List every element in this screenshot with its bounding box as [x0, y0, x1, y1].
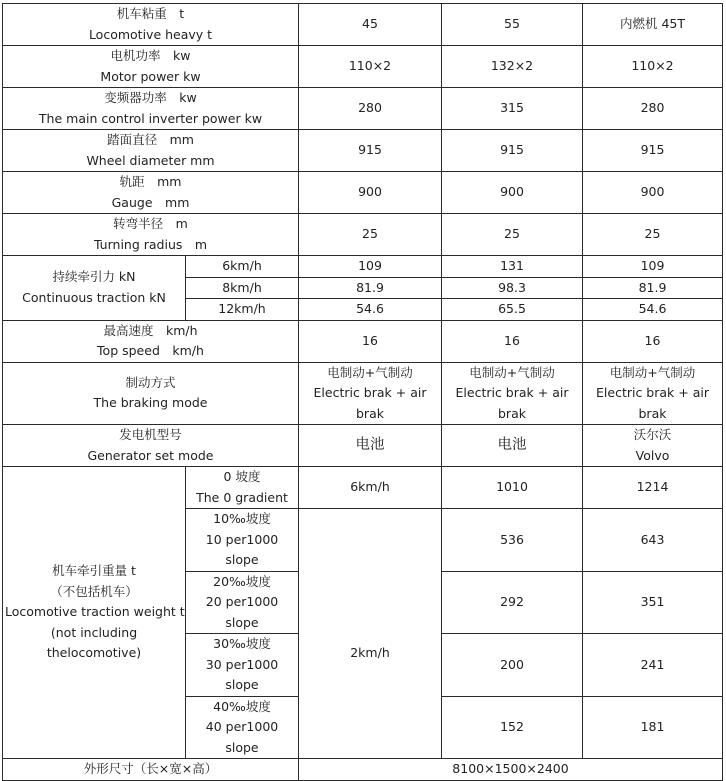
value-model-3: 内燃机 45T: [583, 4, 723, 46]
value-model-1: 25: [299, 214, 442, 256]
weight-value-b: 181: [583, 696, 723, 759]
value-model-2: 65.5: [442, 299, 583, 321]
value-model-1: 54.6: [299, 299, 442, 321]
value-model-2: 55: [442, 4, 583, 46]
traction-speed: 8km/h: [186, 277, 299, 299]
weight-value-a: 200: [442, 634, 583, 697]
value-model-2: 98.3: [442, 277, 583, 299]
label-motor-power: 电机功率 kw Motor power kw: [3, 46, 299, 88]
value-model-3: 110×2: [583, 46, 723, 88]
value-model-3: 280: [583, 88, 723, 130]
gradient-label: 0 坡度 The 0 gradient: [186, 467, 299, 509]
value-model-3: 16: [583, 320, 723, 362]
value-model-1: 45: [299, 4, 442, 46]
value-model-1: 81.9: [299, 277, 442, 299]
value-model-2: 900: [442, 172, 583, 214]
value-dimensions: 8100×1500×2400: [299, 759, 723, 781]
value-model-3: 54.6: [583, 299, 723, 321]
label-locomotive-heavy: 机车粘重 t Locomotive heavy t: [3, 4, 299, 46]
row-traction-weight-0: [3, 467, 723, 509]
weight-value-b: 241: [583, 634, 723, 697]
value-model-2: 915: [442, 130, 583, 172]
value-model-2: 131: [442, 256, 583, 278]
weight-value-a: 536: [442, 509, 583, 572]
value-model-3: 900: [583, 172, 723, 214]
row-gauge: [3, 172, 723, 214]
row-wheel-diameter: [3, 130, 723, 172]
gradient-label: 20‰坡度 20 per1000 slope: [186, 571, 299, 634]
value-model-1: 915: [299, 130, 442, 172]
locomotive-spec-table: [2, 3, 723, 781]
value-model-1: 16: [299, 320, 442, 362]
value-model-2: 25: [442, 214, 583, 256]
value-model-3: 电制动+气制动 Electric brak + air brak: [583, 362, 723, 425]
weight-value-a: 152: [442, 696, 583, 759]
value-model-3: 915: [583, 130, 723, 172]
weight-value-b: 643: [583, 509, 723, 572]
weight-value-a: 1010: [442, 467, 583, 509]
weight-value-b: 351: [583, 571, 723, 634]
value-model-2: 132×2: [442, 46, 583, 88]
value-model-2: 16: [442, 320, 583, 362]
gradient-label: 30‰坡度 30 per1000 slope: [186, 634, 299, 697]
value-model-2: 电池: [442, 425, 583, 467]
weight-value-a: 292: [442, 571, 583, 634]
label-braking-mode: 制动方式 The braking mode: [3, 362, 299, 425]
value-model-2: 315: [442, 88, 583, 130]
value-model-1: 900: [299, 172, 442, 214]
label-turning-radius: 转弯半径 m Turning radius m: [3, 214, 299, 256]
row-braking-mode: [3, 362, 723, 425]
row-top-speed: [3, 320, 723, 362]
value-model-2: 电制动+气制动 Electric brak + air brak: [442, 362, 583, 425]
label-continuous-traction: 持续牵引力 kN Continuous traction kN: [3, 256, 186, 321]
row-generator-set: [3, 425, 723, 467]
row-turning-radius: [3, 214, 723, 256]
value-model-3: 沃尔沃 Volvo: [583, 425, 723, 467]
value-model-1: 280: [299, 88, 442, 130]
row-dimensions: [3, 759, 723, 781]
gradient-label: 40‰坡度 40 per1000 slope: [186, 696, 299, 759]
label-dimensions: 外形尺寸（长×宽×高）: [3, 759, 299, 781]
value-model-1: 110×2: [299, 46, 442, 88]
value-model-3: 109: [583, 256, 723, 278]
value-model-3: 81.9: [583, 277, 723, 299]
row-inverter-power: [3, 88, 723, 130]
row-locomotive-heavy: [3, 4, 723, 46]
gradient-label: 10‰坡度 10 per1000 slope: [186, 509, 299, 572]
value-model-1: 109: [299, 256, 442, 278]
row-traction-6kmh: [3, 256, 723, 278]
label-inverter-power: 变频器功率 kw The main control inverter power kw: [3, 88, 299, 130]
row-motor-power: [3, 46, 723, 88]
value-model-3: 25: [583, 214, 723, 256]
label-traction-weight: 机车牵引重量 t （不包括机车） Locomotive traction weight t (not including thelocomotive): [3, 467, 186, 759]
weight-value-b: 1214: [583, 467, 723, 509]
traction-weight-speed-flat: 6km/h: [299, 467, 442, 509]
traction-speed: 12km/h: [186, 299, 299, 321]
label-wheel-diameter: 踏面直径 mm Wheel diameter mm: [3, 130, 299, 172]
label-top-speed: 最高速度 km/h Top speed km/h: [3, 320, 299, 362]
label-generator-set: 发电机型号 Generator set mode: [3, 425, 299, 467]
traction-speed: 6km/h: [186, 256, 299, 278]
value-model-1: 电池: [299, 425, 442, 467]
traction-weight-speed-slope: 2km/h: [299, 509, 442, 759]
label-gauge: 轨距 mm Gauge mm: [3, 172, 299, 214]
value-model-1: 电制动+气制动 Electric brak + air brak: [299, 362, 442, 425]
